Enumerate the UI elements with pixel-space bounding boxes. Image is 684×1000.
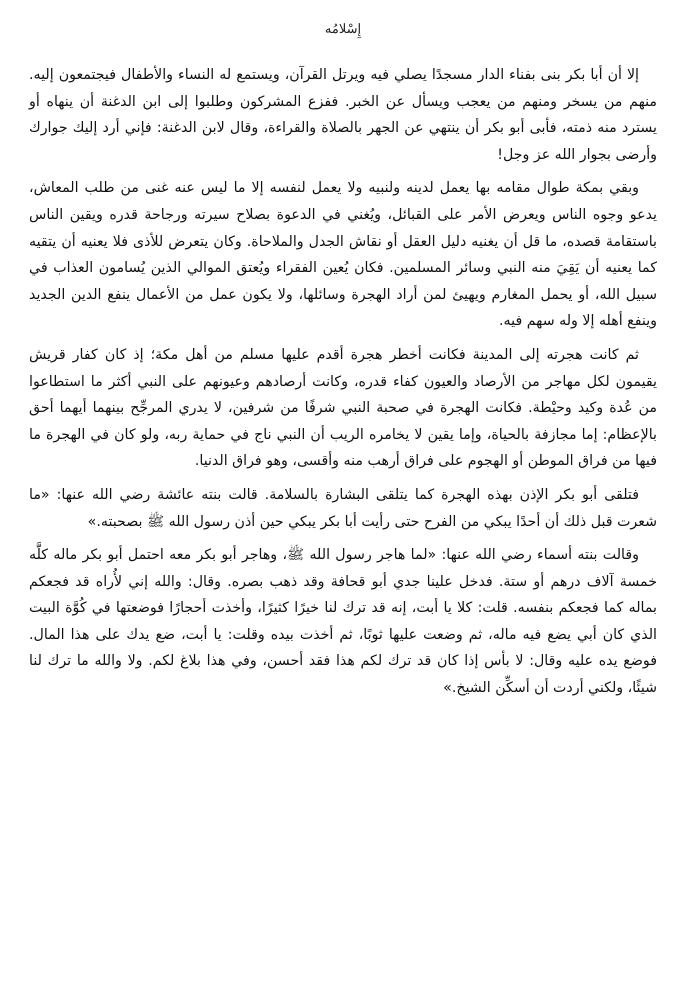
paragraph-3: ثم كانت هجرته إلى المدينة فكانت أخطر هجرة أقدم عليها مسلم من أهل مكة؛ إذ كان كفار قريش يقيمون لكل مهاجر من الأرصاد والعيون كفاء قدره، وكانت أرصادهم وعيونهم على النبي أكثر ما استطاعوا من عُدة وكيد وحيْطة. فكانت الهجرة في صحبة النبي شرفًا من شرفين، لا يدري المرجِّح بينهما أيهما أحق بالإعظام: إما مجازفة بالحياة، وإما يقين لا يخامره الريب أن النبي ناج في حماية ربه، ولو كان في الهجرة ما فيها من فراق الموطن أو الهجوم على فراق أرهب منه وأقسى، وهو فراق الدنيا. [29, 346, 657, 470]
paragraph-4: فتلقى أبو بكر الإذن بهذه الهجرة كما يتلقى البشارة بالسلامة. قالت بنته عائشة رضي الله عنها: «ما شعرت قبل ذلك أن أحدًا يبكي من الفرح حتى رأيت أبا بكر يبكي حين أذن رسول الله ﷺ بصحبته.» [29, 486, 657, 530]
paragraph-2: وبقي بمكة طوال مقامه بها يعمل لدينه ولنبيه ولا يعمل لنفسه إلا ما ليس عنه غنى من طلب المعاش، يدعو وجوه الناس ويعرض الأمر على القبائل، ويُغني في الدعوة بصلاح سيرته ورجاحة قدره ويقين الناس باستقامة قصده، ما قل أن يغنيه دليل العقل أو نقاش الجدل والملاحاة. وكان يتعرض للأذى فلا يعنيه أن يتقيه كما يعنيه أن يَقِيَ منه النبي وسائر المسلمين. فكان يُعين الفقراء ويُعتق الموالي الذين يُسامون العذاب في سبيل الله، أو يحمل المغارم ويهيئ لمن أراد الهجرة وسائلها، ولا يكون عمل من الأعمال ينفع الدين الجديد وينفع أهله إلا وله سهم فيه. [29, 180, 657, 330]
running-header: إِسْلامُه [324, 22, 362, 37]
paragraph-5: وقالت بنته أسماء رضي الله عنها: «لما هاجر رسول الله ﷺ، وهاجر أبو بكر معه احتمل أبو بكر ماله كلَّه خمسة آلاف درهم أو ستة. فدخل علينا جدي أبو قحافة وقد ذهب بصره. وقال: والله إني لأُراه قد فجعكم بماله كما فجعكم بنفسه. قلت: كلا يا أبت، إنه قد ترك لنا خيرًا كثيرًا، وأخذت أحجارًا فوضعتها في كُوَّة البيت الذي كان أبي يضع فيه ماله، ثم وضعت عليها ثوبًا، ثم أخذت بيده وقلت: يا أبت، ضع يدك على هذا المال. فوضع يده عليه وقال: لا بأس إذا كان قد ترك لكم هذا فقد أحسن، وفي هذا بلاغ لكم. ولا والله ما ترك لنا شيئًا، ولكني أردت أن أسكِّن الشيخ.» [29, 547, 657, 697]
paragraph-1: إلا أن أبا بكر بنى بفناء الدار مسجدًا يصلي فيه ويرتل القرآن، ويستمع له النساء والأطفال فيجتمعون إليه. منهم من يسخر ومنهم من يعجب ويسأل عن الخبر. ففزع المشركون وطلبوا إلى ابن الدغنة أن ينهاه أو يسترد منه ذمته، فأبى أبو بكر أن ينتهي عن الجهر بالصلاة والقراءة، وقال لابن الدغنة: فإني أرد إليك جوارك وأرضى بجوار الله عز وجل! [29, 67, 657, 163]
body-text [29, 62, 657, 702]
